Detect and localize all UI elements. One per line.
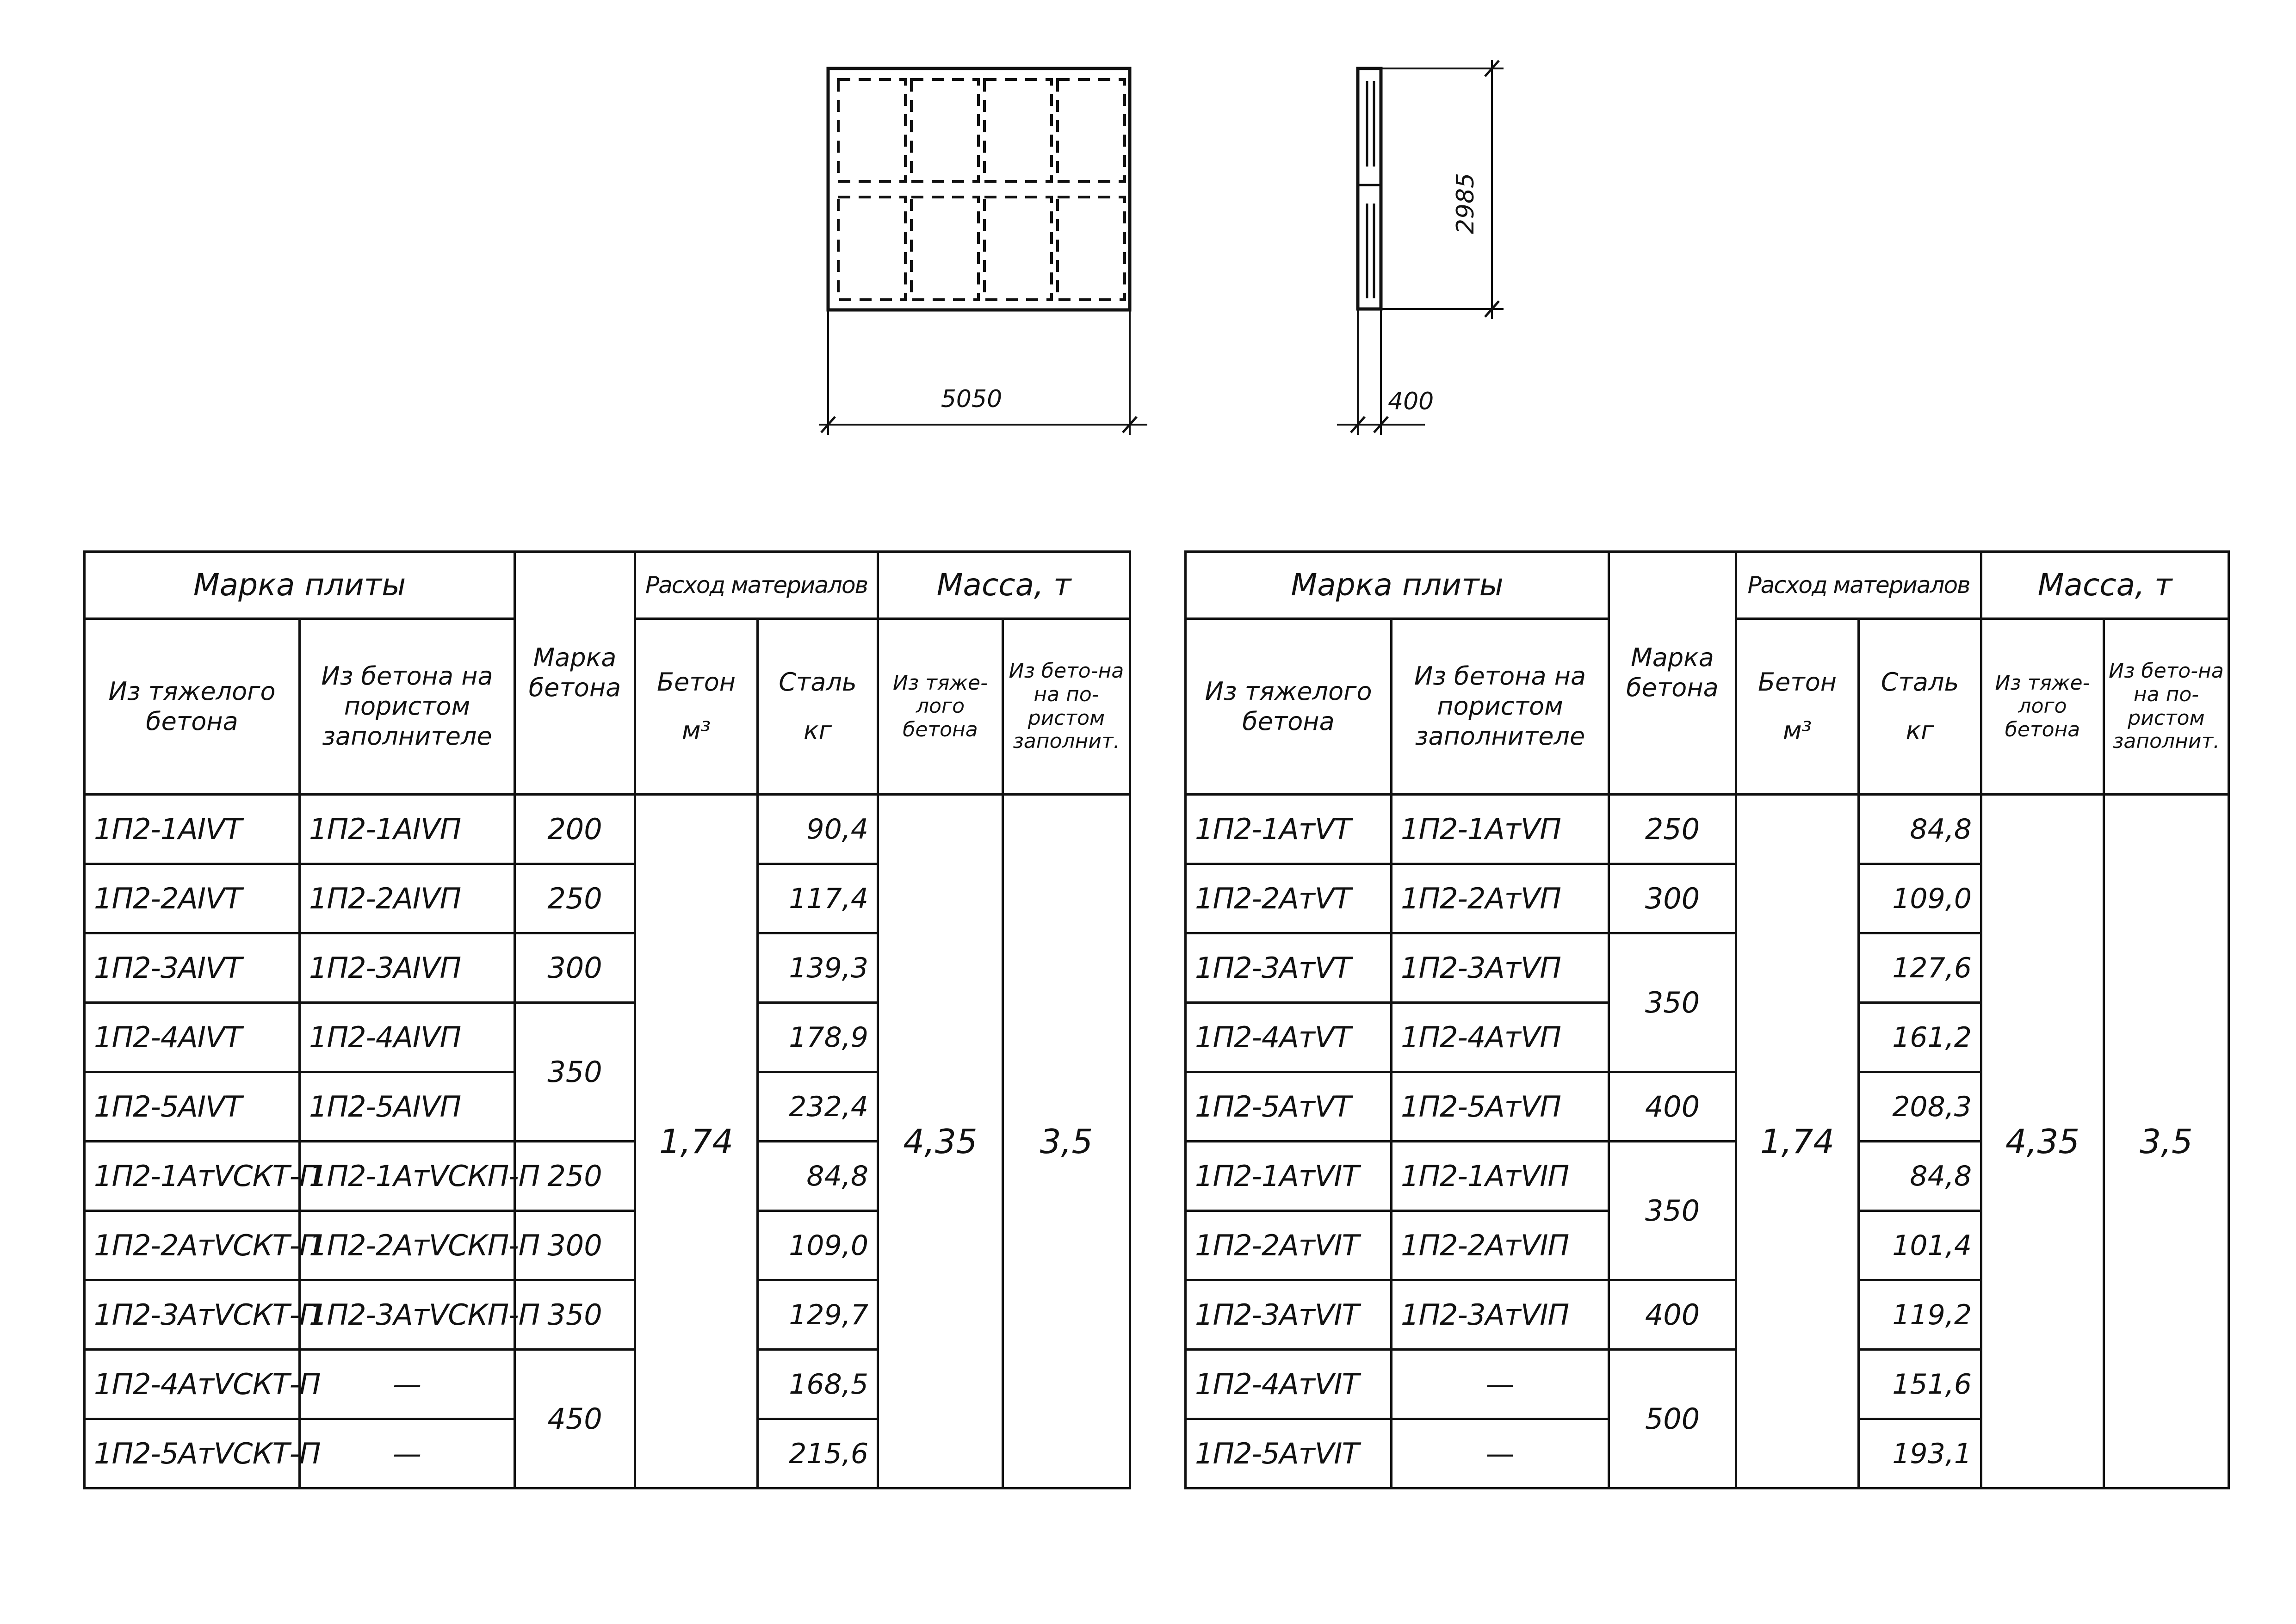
mark-porous-cell: 1П2-5АIVП — [300, 1072, 515, 1142]
mark-porous-cell: — — [300, 1419, 515, 1488]
header-material-consumption: Расход материалов — [635, 552, 878, 619]
concrete-grade-cell: 250 — [515, 1142, 635, 1211]
concrete-grade-cell: 200 — [515, 795, 635, 864]
header-mark: Марка плиты — [1186, 552, 1609, 619]
steel-consumption-cell: 127,6 — [1859, 933, 1981, 1003]
mark-porous-cell: 1П2-2АтVIП — [1392, 1211, 1609, 1280]
mark-porous-cell: 1П2-2АIVП — [300, 864, 515, 933]
mark-heavy-cell: 1П2-4АтVIТ — [1186, 1350, 1392, 1419]
mark-porous-cell: — — [1392, 1350, 1609, 1419]
concrete-grade-cell: 400 — [1609, 1280, 1736, 1350]
mark-porous-cell: 1П2-2АтVП — [1392, 864, 1609, 933]
mark-heavy-cell: 1П2-4АIVТ — [85, 1003, 300, 1072]
mark-porous-cell: 1П2-3АтVП — [1392, 933, 1609, 1003]
mark-porous-cell: — — [300, 1350, 515, 1419]
header-steel — [758, 619, 878, 795]
header-mass: Масса, т — [1981, 552, 2229, 619]
left-table-body — [85, 795, 1130, 1488]
steel-unit: кг — [804, 716, 832, 745]
table-row — [1186, 795, 2229, 864]
steel-label: Сталь — [1881, 667, 1959, 697]
steel-consumption-cell: 101,4 — [1859, 1211, 1981, 1280]
mark-heavy-cell: 1П2-5АтVIТ — [1186, 1419, 1392, 1488]
steel-consumption-cell: 215,6 — [758, 1419, 878, 1488]
mark-porous-cell: 1П2-3АтVIП — [1392, 1280, 1609, 1350]
concrete-volume-cell: 1,74 — [1736, 795, 1859, 1488]
header-mass-heavy: Из тяже-лого бетона — [1981, 619, 2104, 795]
steel-consumption-cell: 232,4 — [758, 1072, 878, 1142]
steel-unit: кг — [1906, 716, 1934, 745]
mark-heavy-cell: 1П2-4АтVТ — [1186, 1003, 1392, 1072]
side-height-dimension: 2985 — [1452, 173, 1479, 235]
mark-heavy-cell: 1П2-2АIVТ — [85, 864, 300, 933]
mark-heavy-cell: 1П2-2АтVСКТ-П — [85, 1211, 300, 1280]
concrete-grade-cell: 350 — [1609, 933, 1736, 1072]
concrete-grade-cell: 350 — [515, 1003, 635, 1142]
table-row — [85, 795, 1130, 864]
mark-porous-cell: 1П2-3АтVСКП-П — [300, 1280, 515, 1350]
header-concrete-grade: Марка бетона — [515, 552, 635, 795]
steel-consumption-cell: 129,7 — [758, 1280, 878, 1350]
header-mass-heavy: Из тяже-лого бетона — [878, 619, 1003, 795]
mark-porous-cell: 1П2-1АIVП — [300, 795, 515, 864]
concrete-label: Бетон — [656, 667, 736, 697]
mass-porous-cell: 3,5 — [2104, 795, 2229, 1488]
header-mark: Марка плиты — [85, 552, 515, 619]
concrete-grade-cell: 300 — [515, 1211, 635, 1280]
mass-porous-cell: 3,5 — [1003, 795, 1130, 1488]
header-porous-concrete: Из бетона на пористом заполнителе — [1392, 619, 1609, 795]
specification-table-left — [83, 550, 1131, 1489]
concrete-grade-cell: 450 — [515, 1350, 635, 1488]
header-porous-concrete: Из бетона на пористом заполнителе — [300, 619, 515, 795]
mark-porous-cell: 1П2-4АIVП — [300, 1003, 515, 1072]
mark-porous-cell: 1П2-1АтVП — [1392, 795, 1609, 864]
mass-heavy-cell: 4,35 — [1981, 795, 2104, 1488]
steel-consumption-cell: 208,3 — [1859, 1072, 1981, 1142]
mass-heavy-cell: 4,35 — [878, 795, 1003, 1488]
steel-consumption-cell: 168,5 — [758, 1350, 878, 1419]
concrete-grade-cell: 350 — [515, 1280, 635, 1350]
mark-porous-cell: 1П2-1АтVIП — [1392, 1142, 1609, 1211]
mark-heavy-cell: 1П2-2АтVТ — [1186, 864, 1392, 933]
steel-consumption-cell: 84,8 — [1859, 795, 1981, 864]
mark-porous-cell: 1П2-2АтVСКП-П — [300, 1211, 515, 1280]
steel-consumption-cell: 84,8 — [1859, 1142, 1981, 1211]
mark-heavy-cell: 1П2-5АтVСКТ-П — [85, 1419, 300, 1488]
mark-heavy-cell: 1П2-2АтVIТ — [1186, 1211, 1392, 1280]
mark-heavy-cell: 1П2-3АтVIТ — [1186, 1280, 1392, 1350]
header-heavy-concrete: Из тяжелого бетона — [85, 619, 300, 795]
steel-consumption-cell: 117,4 — [758, 864, 878, 933]
mark-heavy-cell: 1П2-1АтVТ — [1186, 795, 1392, 864]
concrete-label: Бетон — [1758, 667, 1837, 697]
header-concrete-grade: Марка бетона — [1609, 552, 1736, 795]
header-mass: Масса, т — [878, 552, 1130, 619]
front-width-dimension: 5050 — [941, 385, 1003, 413]
mark-heavy-cell: 1П2-3АIVТ — [85, 933, 300, 1003]
concrete-grade-cell: 350 — [1609, 1142, 1736, 1280]
mark-heavy-cell: 1П2-1АтVIТ — [1186, 1142, 1392, 1211]
header-mass-porous: Из бето-на на по-ристом заполнит. — [1003, 619, 1130, 795]
concrete-grade-cell: 300 — [515, 933, 635, 1003]
mark-porous-cell: — — [1392, 1419, 1609, 1488]
concrete-grade-cell: 400 — [1609, 1072, 1736, 1142]
mark-heavy-cell: 1П2-3АтVТ — [1186, 933, 1392, 1003]
specification-table-right — [1184, 550, 2230, 1489]
concrete-volume-cell: 1,74 — [635, 795, 758, 1488]
side-width-dimension: 400 — [1388, 388, 1434, 415]
steel-consumption-cell: 84,8 — [758, 1142, 878, 1211]
header-concrete-volume — [635, 619, 758, 795]
header-concrete-volume — [1736, 619, 1859, 795]
concrete-unit: м³ — [681, 716, 711, 745]
mark-porous-cell: 1П2-3АIVП — [300, 933, 515, 1003]
header-heavy-concrete: Из тяжелого бетона — [1186, 619, 1392, 795]
panel-drawings — [0, 0, 2296, 532]
front-view — [819, 68, 1147, 435]
mark-heavy-cell: 1П2-5АIVТ — [85, 1072, 300, 1142]
steel-consumption-cell: 193,1 — [1859, 1419, 1981, 1488]
concrete-grade-cell: 250 — [1609, 795, 1736, 864]
steel-consumption-cell: 178,9 — [758, 1003, 878, 1072]
steel-consumption-cell: 90,4 — [758, 795, 878, 864]
steel-consumption-cell: 151,6 — [1859, 1350, 1981, 1419]
mark-heavy-cell: 1П2-1АтVСКТ-П — [85, 1142, 300, 1211]
header-mass-porous: Из бето-на на по-ристом заполнит. — [2104, 619, 2229, 795]
header-material-consumption: Расход материалов — [1736, 552, 1981, 619]
concrete-unit: м³ — [1782, 716, 1812, 745]
mark-heavy-cell: 1П2-1АIVТ — [85, 795, 300, 864]
steel-consumption-cell: 161,2 — [1859, 1003, 1981, 1072]
concrete-grade-cell: 250 — [515, 864, 635, 933]
steel-consumption-cell: 109,0 — [1859, 864, 1981, 933]
right-table-header — [1186, 552, 2229, 795]
side-view — [1337, 60, 1504, 435]
mark-heavy-cell: 1П2-3АтVСКТ-П — [85, 1280, 300, 1350]
steel-consumption-cell: 109,0 — [758, 1211, 878, 1280]
concrete-grade-cell: 500 — [1609, 1350, 1736, 1488]
steel-consumption-cell: 139,3 — [758, 933, 878, 1003]
mark-porous-cell: 1П2-1АтVСКП-П — [300, 1142, 515, 1211]
steel-consumption-cell: 119,2 — [1859, 1280, 1981, 1350]
right-table-body — [1186, 795, 2229, 1488]
mark-heavy-cell: 1П2-4АтVСКТ-П — [85, 1350, 300, 1419]
mark-porous-cell: 1П2-4АтVП — [1392, 1003, 1609, 1072]
concrete-grade-cell: 300 — [1609, 864, 1736, 933]
steel-label: Сталь — [779, 667, 857, 697]
mark-heavy-cell: 1П2-5АтVТ — [1186, 1072, 1392, 1142]
header-steel — [1859, 619, 1981, 795]
left-table-header — [85, 552, 1130, 795]
mark-porous-cell: 1П2-5АтVП — [1392, 1072, 1609, 1142]
